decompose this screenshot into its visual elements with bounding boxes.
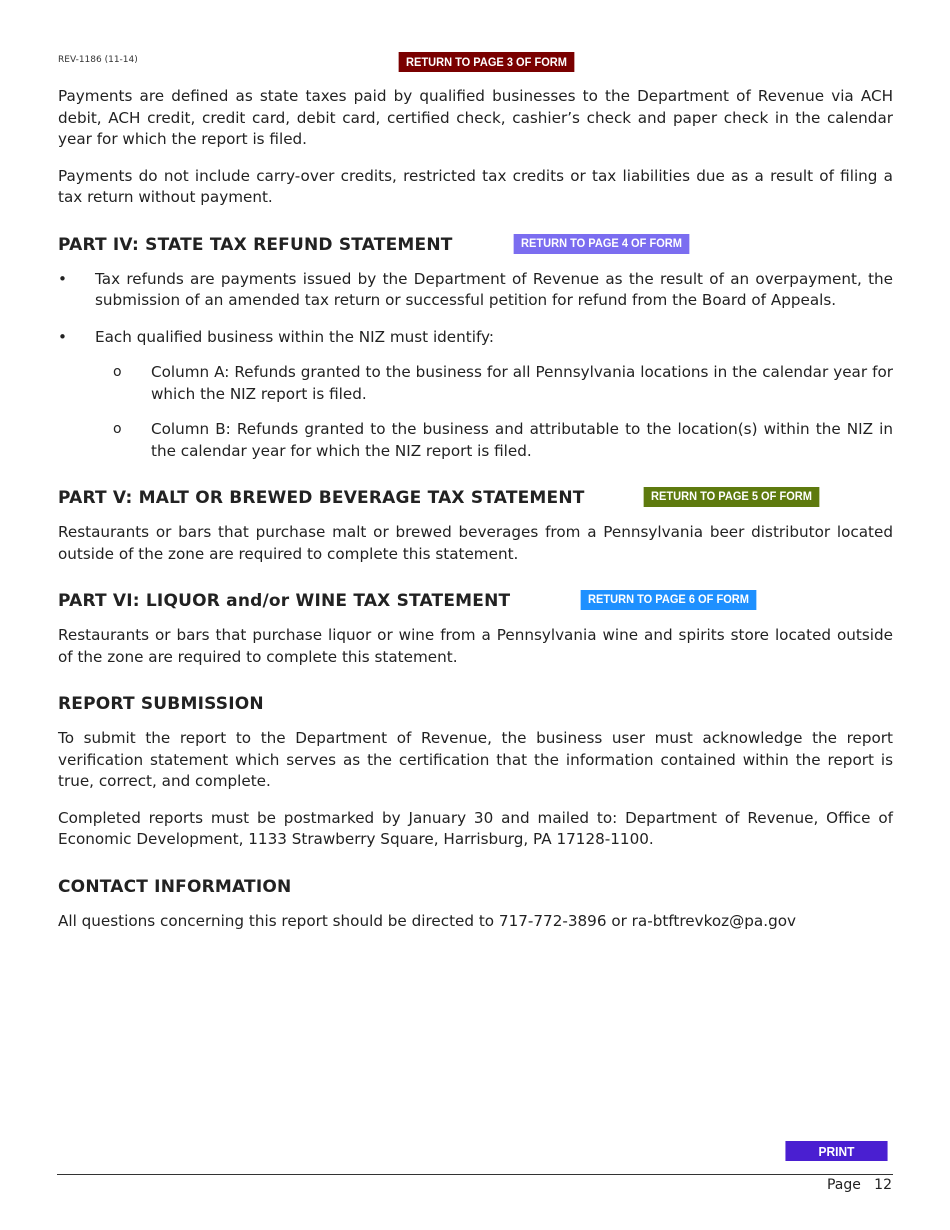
column-a-text: Column A: Refunds granted to the business for all Pennsylvania locations in the calendar year for which the NIZ report is filed. — [151, 363, 893, 403]
circle-bullet-icon: o — [113, 364, 122, 380]
report-submission-heading: REPORT SUBMISSION — [58, 694, 264, 714]
payments-definition-text: Payments are defined as state taxes paid by qualified businesses to the Department of Revenue via ACH debit, ACH credit, credit card, debit card, certified check, cashier’s check and paper check in the calendar year for which the report is filed. — [58, 87, 893, 148]
liquor-wine-text: Restaurants or bars that purchase liquor or wine from a Pennsylvania wine and spirits store located outside of the zone are required to complete this statement. — [58, 626, 893, 666]
part6-heading-row — [58, 591, 893, 613]
form-id: REV-1186 (11-14) — [58, 55, 138, 65]
report-submission-text: To submit the report to the Department of Revenue, the business user must acknowledge the report verification statement which serves as the certification that the information contained within the report is true, correct, and complete. — [58, 729, 893, 790]
part5-heading-row — [58, 488, 893, 510]
contact-text: All questions concerning this report should be directed to 717-772-3896 or ra-btftrevkoz@pa.gov — [58, 911, 796, 930]
part5-heading: PART V: MALT OR BREWED BEVERAGE TAX STATEMENT — [58, 488, 585, 508]
part6-heading: PART VI: LIQUOR and/or WINE TAX STATEMENT — [58, 591, 511, 611]
payments-exclusion-text: Payments do not include carry-over credits, restricted tax credits or tax liabilities due as a result of filing a tax return without payment. — [58, 166, 893, 206]
return-to-page-3-button[interactable]: RETURN TO PAGE 3 OF FORM — [399, 52, 575, 72]
refund-definition-text: Tax refunds are payments issued by the Department of Revenue as the result of an overpayment, the submission of an amended tax return or successful petition for refund from the Board of Appeals. — [95, 269, 893, 309]
malt-beverage-text: Restaurants or bars that purchase malt or brewed beverages from a Pennsylvania beer distributor located outside of the zone are required to complete this statement. — [58, 523, 893, 563]
return-to-page-6-button[interactable]: RETURN TO PAGE 6 OF FORM — [581, 590, 757, 610]
page-number: Page 12 — [826, 1177, 892, 1193]
page-content — [58, 86, 893, 932]
column-b-text: Column B: Refunds granted to the business and attributable to the location(s) within the NIZ in the calendar year for which the NIZ report is filed. — [151, 420, 893, 460]
list-item — [58, 362, 893, 405]
identify-text: Each qualified business within the NIZ must identify: — [95, 327, 495, 346]
part4-heading-row — [58, 235, 893, 257]
list-item — [58, 419, 893, 462]
list-item — [58, 269, 893, 312]
print-button[interactable]: PRINT — [785, 1141, 887, 1161]
return-to-page-5-button[interactable]: RETURN TO PAGE 5 OF FORM — [644, 487, 820, 507]
bullet-icon: • — [58, 269, 67, 288]
footer-divider — [57, 1174, 893, 1175]
bullet-icon: • — [58, 327, 67, 346]
return-to-page-4-button[interactable]: RETURN TO PAGE 4 OF FORM — [514, 234, 690, 254]
list-item — [58, 327, 893, 349]
circle-bullet-icon: o — [113, 421, 122, 437]
contact-heading: CONTACT INFORMATION — [58, 876, 292, 897]
report-submission-heading-row — [58, 694, 893, 716]
part4-heading: PART IV: STATE TAX REFUND STATEMENT — [58, 234, 453, 255]
mailing-text: Completed reports must be postmarked by January 30 and mailed to: Department of Revenue, Office of Economic Development, 1133 Strawberry Square, Harrisburg, PA 17128-1100. — [58, 808, 893, 848]
contact-heading-row — [58, 877, 893, 899]
